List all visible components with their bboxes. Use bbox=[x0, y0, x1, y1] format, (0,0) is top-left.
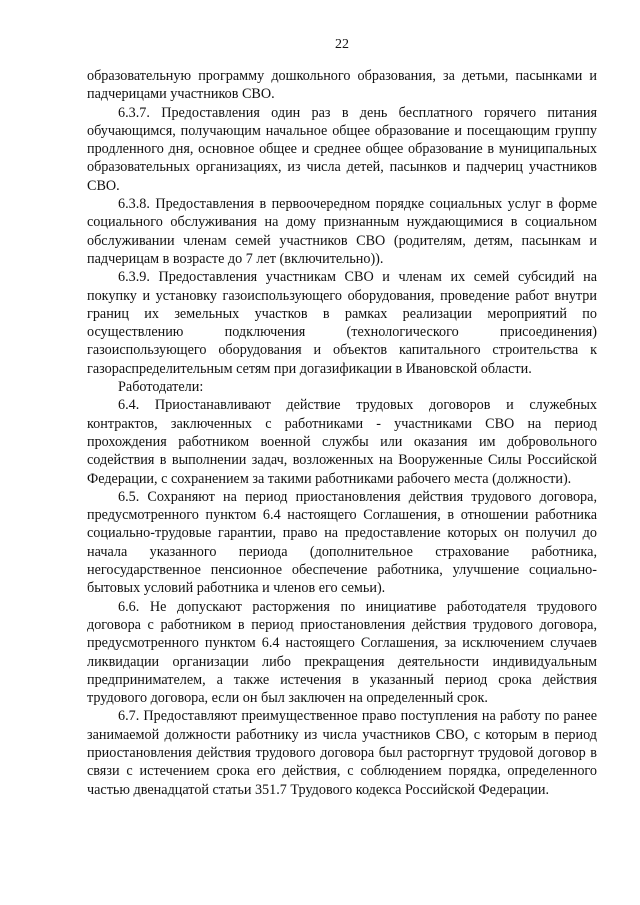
paragraph-6-4: 6.4. Приостанавливают действие трудовых договоров и служебных контрактов, заключенных с работниками - участниками СВО на период прохождения работником военной службы или оказания им добровольного содействия в выполнении задач, возложенных на Вооруженные Силы Российской Федерации, с сохранением за такими работниками рабочего места (должности). bbox=[87, 397, 597, 487]
employers-heading: Работодатели: bbox=[118, 379, 204, 396]
paragraph-6-6: 6.6. Не допускают расторжения по инициативе работодателя трудового договора с работником в период приостановления действия трудового договора, предусмотренного пунктом 6.4 настоящего Соглашения, за исключением случаев ликвидации организации либо прекращения деятельности индивидуальным предпринимателем, а также истечения в указанный период срока действия трудового договора, если он был заключен на определенный срок. bbox=[87, 598, 597, 707]
page-number: 22 bbox=[335, 37, 349, 52]
paragraph-6-3-9: 6.3.9. Предоставления участникам СВО и членам их семей субсидий на покупку и установку газоиспользующего оборудования, проведение работ внутри границ их земельных участков в рамках реализации мероприятий по осуществлению подключения (технологического присоединения) газоиспользующего оборудования и объектов капитального строительства к газораспределительным сетям при догазификации в Ивановской области. bbox=[87, 269, 597, 377]
paragraph-6-7: 6.7. Предоставляют преимущественное право поступления на работу по ранее занимаемой должности работнику из числа участников СВО, с которым в период приостановления действия трудового договора был расторгнут трудовой договор в связи с истечением срока его действия, с соблюдением порядка, определенного частью двенадцатой статьи 351.7 Трудового кодекса Российской Федерации. bbox=[87, 708, 597, 798]
paragraph-6-3-8: 6.3.8. Предоставления в первоочередном порядке социальных услуг в форме социального обслуживания на дому признанным нуждающимися в социальном обслуживании членам семей участников СВО (родителям, детям, пасынкам и падчерицам в возрасте до 7 лет (включительно)). bbox=[87, 196, 597, 267]
paragraph-continuation: образовательную программу дошкольного образования, за детьми, пасынками и падчерицами участников СВО. bbox=[87, 68, 597, 103]
document-body bbox=[87, 67, 597, 799]
paragraph-6-3-7: 6.3.7. Предоставления один раз в день бесплатного горячего питания обучающимся, получающим начальное общее образование и посещающим группу продленного дня, основное общее и среднее общее образование в муниципальных образовательных организациях, из числа детей, пасынков и падчериц участников СВО. bbox=[87, 104, 597, 194]
paragraph-6-5: 6.5. Сохраняют на период приостановления действия трудового договора, предусмотренного пунктом 6.4 настоящего Соглашения, в отношении работника социально-трудовые гарантии, право на предоставление которых он получил до начала указанного периода (дополнительное страхование работника, негосударственное пенсионное обеспечение работника, улучшение социально-бытовых условий работника и членов его семьи). bbox=[87, 488, 597, 597]
